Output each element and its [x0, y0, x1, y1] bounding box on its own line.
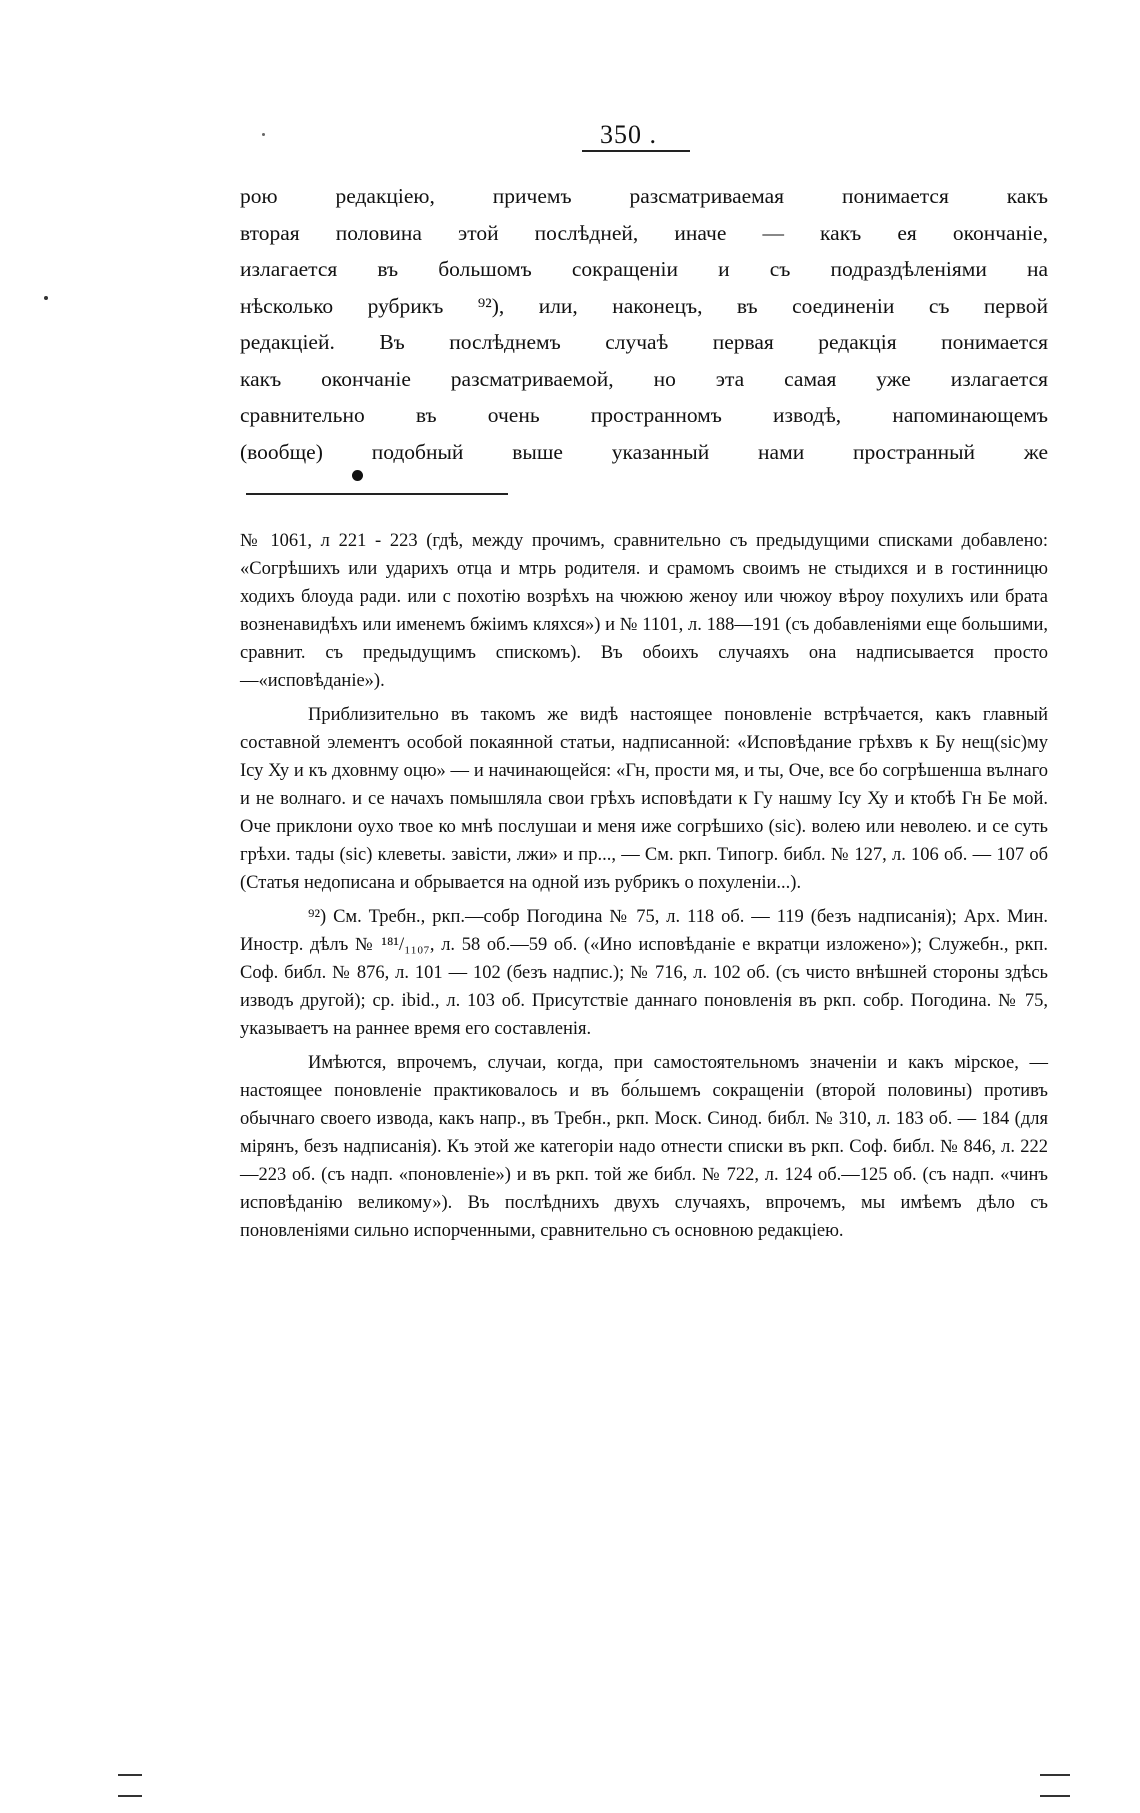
- footnote-92: ⁹²) См. Требн., ркп.—собр Погодина № 75, л. 118 об. — 119 (безъ надписанія); Арх. Мин. Иностр. дѣлъ № ¹⁸¹/₁₁₀₇, л. 58 об.—59 об. («Ино исповѣданіе е вкратци изложено»); Служебн., ркп. Соф. библ. № 876, л. 101 — 102 (безъ надпис.); № 716, л. 102 об. (съ чисто внѣшней стороны здѣсь изводъ другой); ср. ibid., л. 103 об. Присутствіе даннаго поновленія въ ркп. собр. Погодина. № 75, указываетъ на раннее время его составленія.: [240, 907, 1048, 1039]
- page-number: 350 .: [600, 120, 657, 149]
- scan-edge-mark: [118, 1774, 142, 1776]
- main-text-line: какъ окончаніе разсматриваемой, но эта самая уже излагается: [240, 366, 1048, 391]
- footnote-paragraph: Имѣются, впрочемъ, случаи, когда, при самостоятельномъ значеніи и какъ мірское, — настоящее поновленіе практиковалось и въ бо́льшемъ сокращеніи (второй половины) противъ обычнаго своего извода, какъ напр., въ Требн., ркп. Моск. Синод. библ. № 310, л. 183 об. — 184 (для мірянъ, безъ надписанія). Къ этой же категоріи надо отнести списки въ ркп. Соф. библ. № 846, л. 222—223 об. (съ надп. «поновленіе») и въ ркп. той же библ. № 722, л. 124 об.—125 об. (съ надп. «чинъ исповѣданію великому»). Въ послѣднихъ двухъ случаяхъ, впрочемъ, мы имѣемъ дѣло съ поновленіями сильно испорченными, сравнительно съ основною редакціею.: [240, 1053, 1048, 1241]
- main-text-line: нѣсколько рубрикъ ⁹²), или, наконецъ, въ соединеніи съ первой: [240, 293, 1048, 318]
- page-number-underline: [582, 150, 690, 152]
- bullet-mark: [352, 470, 363, 481]
- scan-edge-mark: [118, 1795, 142, 1797]
- margin-speck: [44, 296, 48, 300]
- scan-edge-mark: [1040, 1795, 1070, 1797]
- scan-speck: [262, 133, 265, 136]
- main-text-line: излагается въ большомъ сокращеніи и съ подраздѣленіями на: [240, 257, 1048, 281]
- footnote-paragraph: Приблизительно въ такомъ же видѣ настоящее поновленіе встрѣчается, какъ главный составной элементъ особой покаянной статьи, надписанной: «Исповѣдание грѣхвъ к Бу нещ(sic)му Ісу Ху и къ дховнму оцю» — и начинающейся: «Гн, прости мя, и ты, Оче, все бо согрѣшенша вълнаго и не волнаго. и се начахъ помышляла свои грѣхъ исповѣдати к Гу нашму Ісу Ху и ктобѣ Гн Бе мой. Оче приклони оухо твое ко мнѣ послушаи и меня иже согрѣшихо (sic). волею или неволею. и се суть грѣхи. тады (sic) клеветы. завісти, лжи» и пр..., — См. ркп. Типогр. библ. № 127, л. 106 об. — 107 об (Статья недописана и обрывается на одной изъ рубрикъ о похуленіи...).: [240, 705, 1048, 893]
- main-text-block: [240, 178, 1048, 470]
- main-text-line: сравнительно въ очень пространномъ изводѣ, напоминающемъ: [240, 403, 1048, 427]
- footnote-continuation: № 1061, л 221 - 223 (гдѣ, между прочимъ, сравнительно съ предыдущими списками добавлено: «Согрѣшихъ или ударихъ отца и мтрь родителя. и срамомъ своимъ не стыдихся и в гостинницю ходихъ блоуда ради. или с похотію возрѣхъ на чюжюю женоу или чюжоу вѣроу похулихъ или брата возненавидѣхъ или именемъ бжіимъ кляхся») и № 1101, л. 188—191 (съ добавленіями еще большими, сравнит. съ предыдущимъ спискомъ). Въ обоихъ случаяхъ она надписывается просто—«исповѣданіе»).: [240, 531, 1048, 691]
- main-text-line: (вообще) подобный выше указанный нами пространный же: [240, 439, 1048, 464]
- main-text-line: вторая половина этой послѣдней, иначе — какъ ея окончаніе,: [240, 220, 1048, 245]
- footnote-separator: [246, 493, 508, 495]
- main-text-line: редакціей. Въ послѣднемъ случаѣ первая редакція понимается: [240, 330, 1048, 354]
- scan-edge-mark: [1040, 1774, 1070, 1776]
- main-text-line: рою редакціею, причемъ разсматриваемая понимается какъ: [240, 184, 1048, 208]
- footnotes-block: [240, 527, 1048, 1251]
